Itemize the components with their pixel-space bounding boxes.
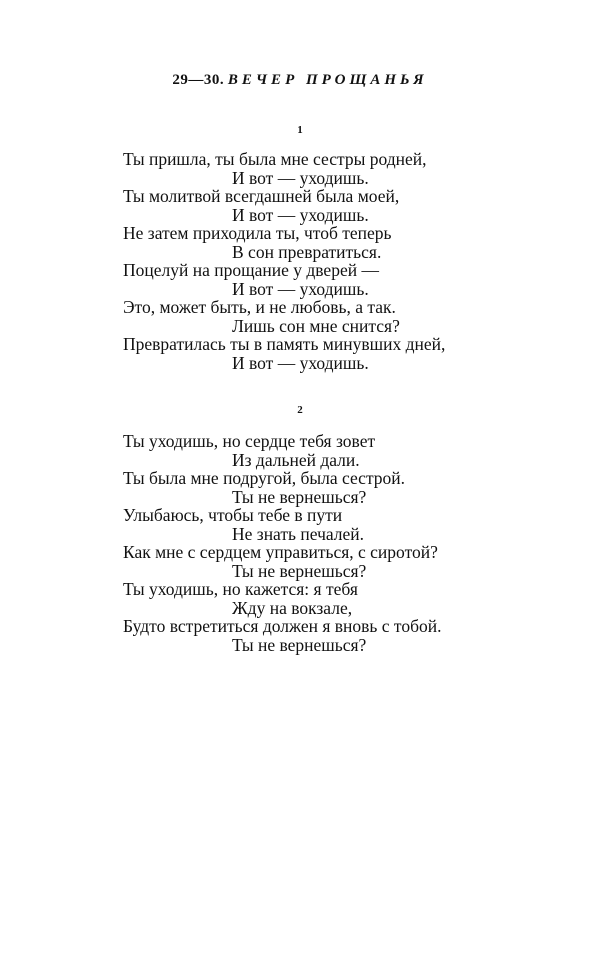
section-number-2: 2 — [297, 404, 303, 416]
poem-title-name: ВЕЧЕР ПРОЩАНЬЯ — [227, 72, 428, 88]
poem-line: Ты была мне подругой, была сестрой. — [123, 468, 406, 488]
poem-line: Ты молитвой всегдашней была моей, — [123, 186, 400, 206]
poem-line: И вот — уходишь. — [232, 352, 369, 373]
poem-line: И вот — уходишь. — [232, 204, 369, 225]
poem-line: Из дальней дали. — [232, 449, 360, 470]
poem-title — [0, 72, 600, 89]
poem-line: Ты не вернешься? — [232, 560, 367, 581]
poem-title-number: 29—30. — [172, 72, 225, 88]
poem-line: Ты пришла, ты была мне сестры родней, — [123, 149, 427, 169]
poem-line: Превратилась ты в память минувших дней, — [123, 334, 446, 354]
poem-section-1 — [123, 150, 593, 372]
poem-line: Это, может быть, и не любовь, а так. — [123, 297, 396, 317]
poem-line: Не затем приходила ты, чтоб теперь — [123, 223, 392, 243]
poem-line: И вот — уходишь. — [232, 167, 369, 188]
poem-line: Ты не вернешься? — [232, 634, 367, 655]
poem-line: Не знать печалей. — [232, 523, 365, 544]
poem-line: Ты уходишь, но кажется: я тебя — [123, 579, 358, 599]
poem-line: Улыбаюсь, чтобы тебе в пути — [123, 505, 343, 525]
poem-line: Лишь сон мне снится? — [232, 315, 400, 336]
poem-line: И вот — уходишь. — [232, 278, 369, 299]
poem-section-2 — [123, 432, 593, 654]
section-number-1: 1 — [297, 124, 303, 136]
poem-line: Как мне с сердцем управиться, с сиротой? — [123, 542, 438, 562]
poem-line: Поцелуй на прощание у дверей — — [123, 260, 379, 280]
poem-line: Ты не вернешься? — [232, 486, 367, 507]
poem-line: В сон превратиться. — [232, 241, 382, 262]
poem-line: Будто встретиться должен я вновь с тобой. — [123, 616, 442, 636]
poem-line: Ты уходишь, но сердце тебя зовет — [123, 431, 376, 451]
poem-line: Жду на вокзале, — [232, 597, 353, 618]
